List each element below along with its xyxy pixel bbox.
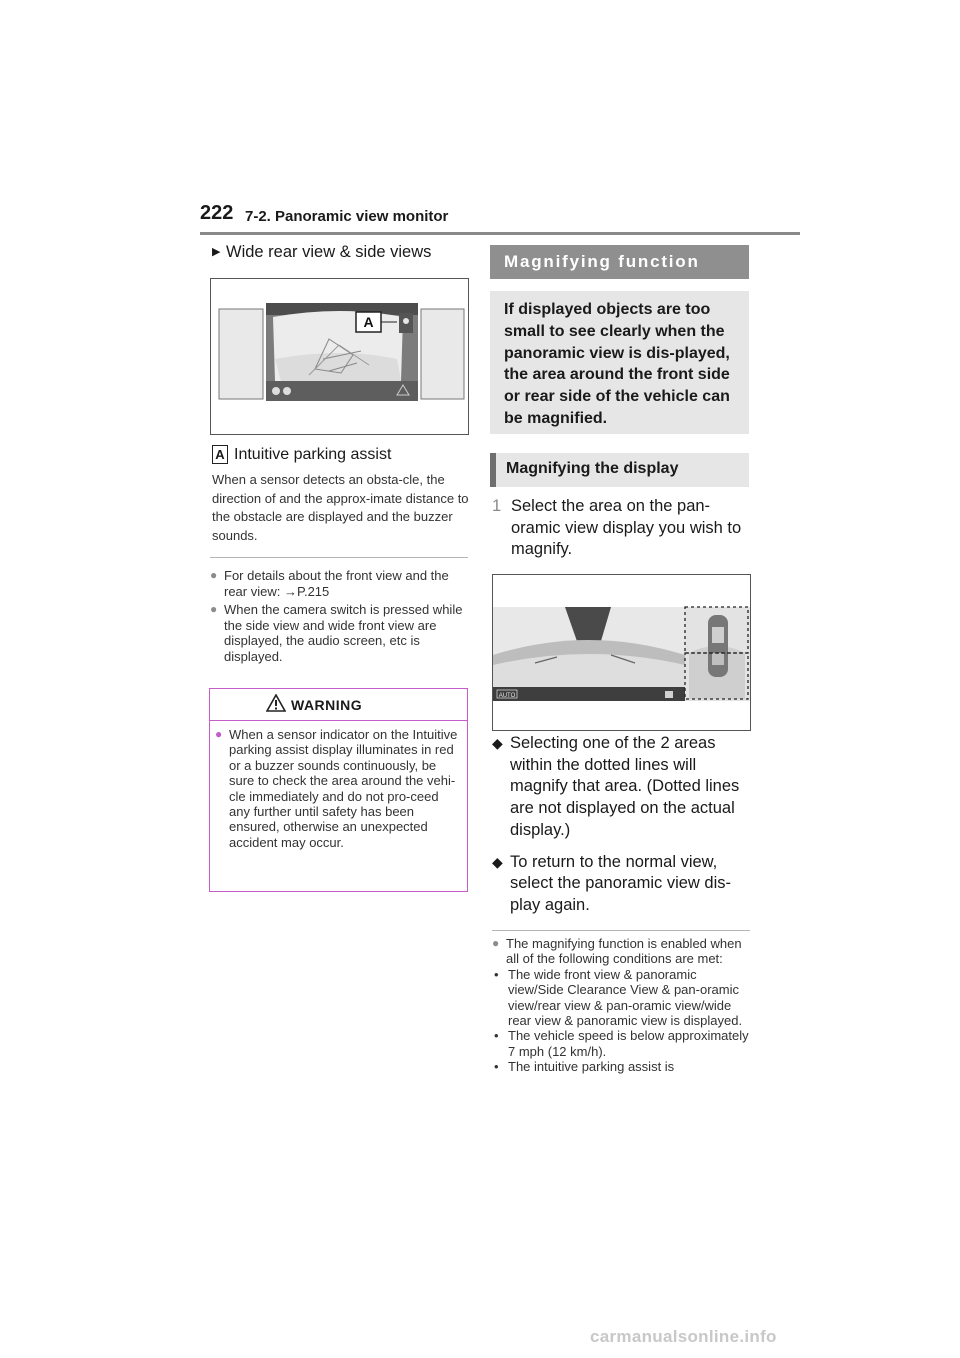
intro-box: If displayed objects are too small to see clearly when the panoramic view is dis-played, the area around the front side or rear side of the vehicle can be magnified. [490,291,749,434]
callout-a-label: A [363,314,374,330]
warning-triangle-icon [266,694,286,712]
condition-text: The intuitive parking assist is [508,1059,675,1075]
condition-text: The wide front view & panoramic view/Side Clearance View & pan-oramic view/rear view & pan-oramic view/wide rear view & panoramic view is displayed. [508,966,743,1029]
circle-bullet-icon: ● [215,727,223,741]
left-notes [210,568,468,667]
dot-bullet-icon: • [494,1028,499,1044]
triangle-bullet-icon: ▶ [212,246,221,258]
circle-bullet-icon: ● [210,602,218,616]
panoramic-view-illustration [493,575,750,730]
header-rule [200,232,800,235]
page-number: 222 [200,202,234,224]
caption-heading [212,445,391,464]
section-title: 7-2. Panoramic view monitor [245,208,449,225]
warning-body [210,721,467,850]
note-text: For details about the front view and the rear view: →P.215 [224,568,449,599]
bullet-item [492,852,750,917]
magnifying-function-heading [490,245,749,279]
auto-status-label: AUTO [498,693,516,699]
divider [492,930,750,931]
wide-rear-side-view-figure [210,278,469,435]
bullet-item [492,733,750,842]
dot-bullet-icon: • [494,966,499,982]
note-text: When the camera switch is pressed while the side view and wide front view are displayed, the audio screen, etc is displayed. [224,602,463,664]
magnify-bullets [492,733,750,927]
bullet-text: Selecting one of the 2 areas within the dotted lines will magnify that area. (Dotted lines are not displayed on the actual display.) [510,734,740,839]
warning-header [210,689,467,721]
note-item [492,936,750,967]
heading-accent-bar [490,453,496,487]
circle-bullet-icon: ● [492,936,500,950]
step-text: Select the area on the pan-oramic view display you wish to magnify. [511,497,742,559]
warning-title: WARNING [291,697,363,713]
note-item [210,568,468,599]
warning-text: When a sensor indicator on the Intuitive parking assist display illuminates in red or a buzzer sounds continuously, be sure to check the area around the vehi-cle immediately and do not pro-ceed any further until safety has been ensured, otherwise an unexpected accident may occur. [229,727,458,850]
dot-bullet-icon: • [494,1059,499,1075]
condition-item [492,967,750,1029]
step-1 [492,496,750,561]
note-item [210,602,468,664]
step-number: 1 [492,497,502,515]
caption-label-box: A [212,445,228,464]
view-bullet-heading [212,243,431,262]
rear-side-view-illustration [211,279,468,434]
watermark: carmanualsonline.info [590,1327,777,1346]
magnifying-display-heading [490,453,749,487]
magnifying-display-title: Magnifying the display [506,460,679,477]
diamond-bullet-icon: ◆ [492,853,503,870]
panoramic-view-figure [492,574,751,731]
view-bullet-text: Wide rear view & side views [226,243,432,261]
magnifying-function-title: Magnifying function [504,252,700,271]
caption-body: When a sensor detects an obsta-cle, the direction of and the approx-imate distance to the obstacle are displayed and the buzzer sounds. [212,472,469,543]
bullet-text: To return to the normal view, select the panoramic view dis-play again. [510,852,732,914]
note-intro-text: The magnifying function is enabled when all of the following conditions are met: [506,936,742,967]
condition-item [492,1059,750,1074]
warning-box [209,688,468,892]
magnify-conditions-note [492,936,750,1075]
diamond-bullet-icon: ◆ [492,735,503,751]
caption-title: Intuitive parking assist [234,446,392,463]
circle-bullet-icon: ● [210,568,218,582]
condition-text: The vehicle speed is below approximately 7 mph (12 km/h). [508,1028,749,1059]
condition-item [492,1028,750,1059]
divider [210,557,468,558]
